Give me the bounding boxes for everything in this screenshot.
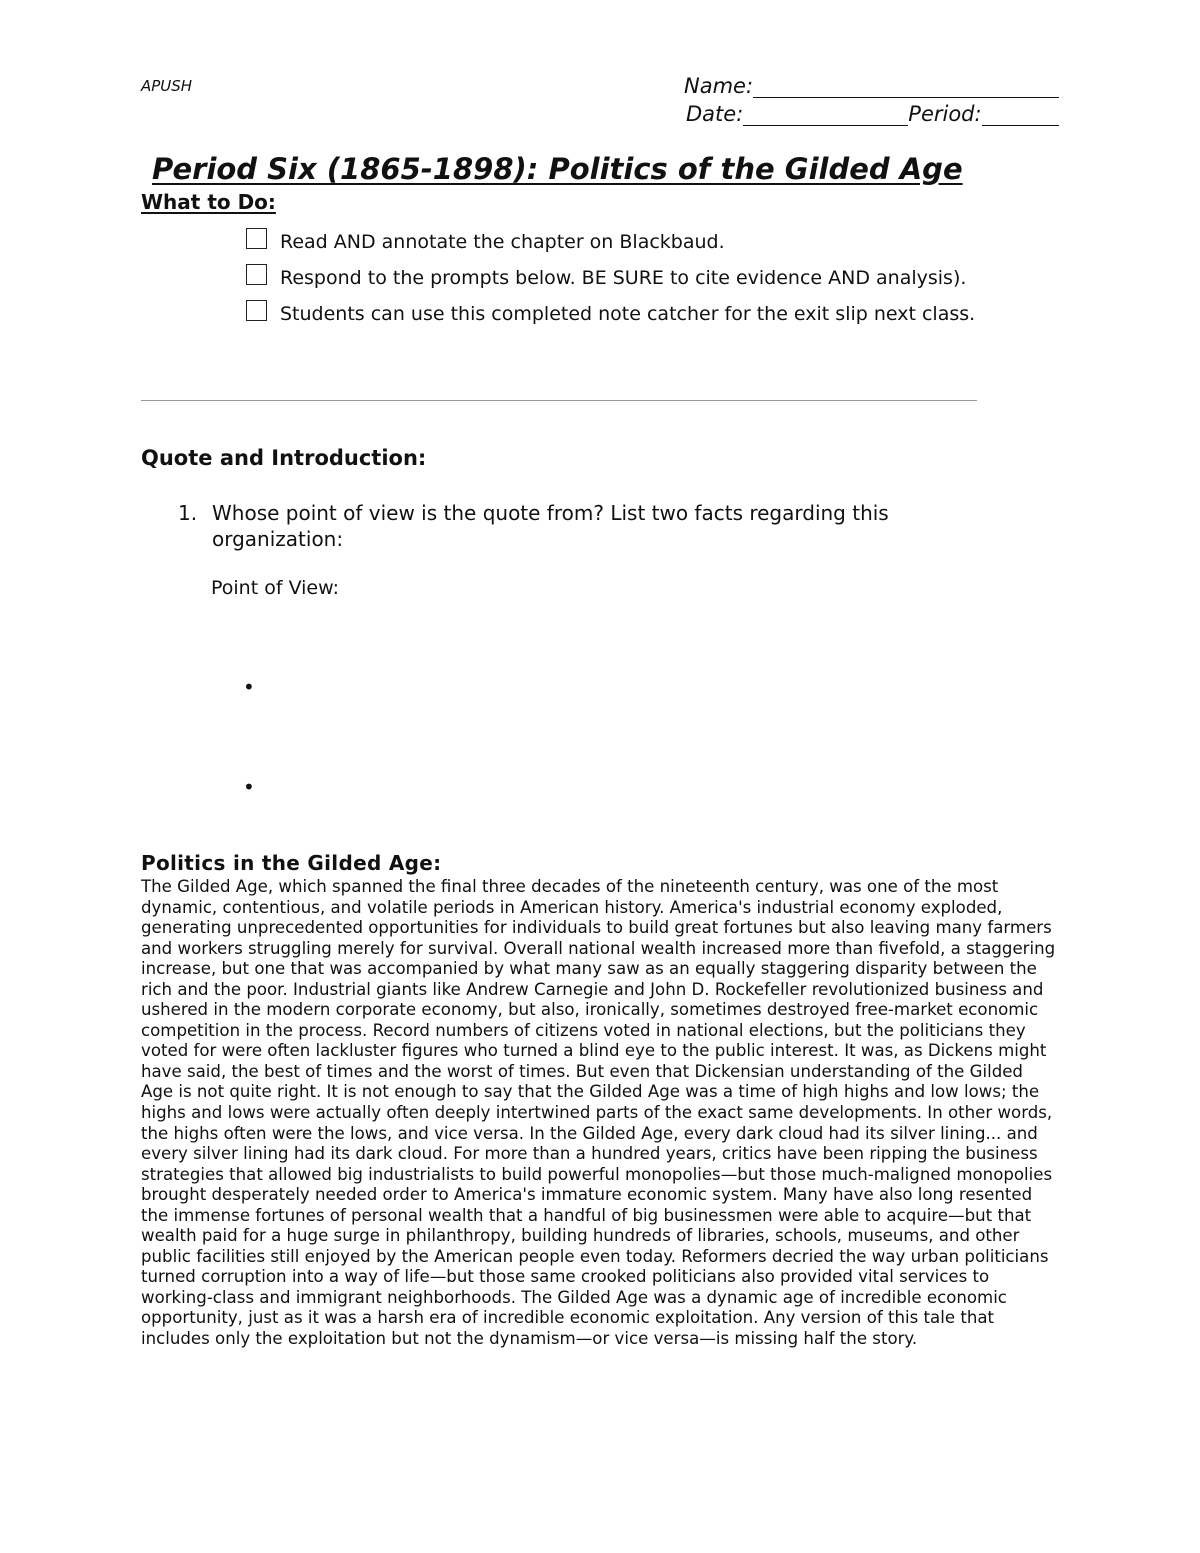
question-text: Whose point of view is the quote from? List two facts regarding this <box>212 501 889 525</box>
bullet-icon: • <box>243 775 255 799</box>
checklist-item <box>246 298 986 331</box>
name-label: Name: <box>684 74 754 98</box>
course-label: APUSH <box>141 77 193 95</box>
checkbox-icon[interactable] <box>246 264 267 285</box>
section-divider <box>141 400 977 401</box>
period-label: Period: <box>908 102 982 126</box>
checklist-item <box>246 262 986 295</box>
name-blank[interactable] <box>753 75 1059 98</box>
date-label: Date: <box>686 102 744 126</box>
checklist-item-text: Read AND annotate the chapter on Blackbaud. <box>280 231 725 253</box>
student-info-fields <box>684 70 1059 126</box>
checklist-item-text: Respond to the prompts below. BE SURE to cite evidence AND analysis). <box>280 267 967 289</box>
checkbox-icon[interactable] <box>246 228 267 249</box>
period-blank[interactable] <box>982 103 1059 126</box>
point-of-view-label: Point of View: <box>211 577 340 599</box>
question-number: 1. <box>178 501 198 525</box>
what-to-do-heading: What to Do: <box>141 190 276 214</box>
politics-heading: Politics in the Gilded Age: <box>141 851 442 875</box>
name-row <box>684 70 1059 98</box>
bullet-icon: • <box>243 675 255 699</box>
page-title: Period Six (1865-1898): Politics of the Gilded Age <box>152 152 963 186</box>
checkbox-icon[interactable] <box>246 300 267 321</box>
politics-body-text: The Gilded Age, which spanned the final three decades of the nineteenth century, was one of the most dynamic, contentious, and volatile periods in American history. America's industrial economy exploded, generating unprecedented opportunities for individuals to build great fortunes but also leaving many farmers and workers struggling merely for survival. Overall national wealth increased more than fivefold, a staggering increase, but one that was accompanied by what many saw as an equally staggering disparity between the rich and the poor. Industrial giants like Andrew Carnegie and John D. Rockefeller revolutionized business and ushered in the modern corporate economy, but also, ironically, sometimes destroyed free-market economic competition in the process. Record numbers of citizens voted in national elections, but the politicians they voted for were often lackluster figures who turned a blind eye to the public interest. It was, as Dickens might have said, the best of times and the worst of times. But even that Dickensian understanding of the Gilded Age is not quite right. It is not enough to say that the Gilded Age was a time of high highs and low lows; the highs and lows were actually often deeply intertwined parts of the exact same developments. In other words, the highs often were the lows, and vice versa. In the Gilded Age, every dark cloud had its silver lining... and every silver lining had its dark cloud. For more than a hundred years, critics have been ripping the business strategies that allowed big industrialists to build powerful monopolies—but those much-maligned monopolies brought desperately needed order to America's immature economic system. Many have also long resented the immense fortunes of personal wealth that a handful of big businessmen were able to acquire—but that wealth paid for a huge surge in philanthropy, building hundreds of libraries, schools, museums, and other public facilities still enjoyed by the American people even today. Reformers decried the way urban politicians turned corruption into a way of life—but those same crooked politicians also provided vital services to working-class and immigrant neighborhoods. The Gilded Age was a dynamic age of incredible economic opportunity, just as it was a harsh era of incredible economic exploitation. Any version of this tale that includes only the exploitation but not the dynamism—or vice versa—is missing half the story. <box>141 877 1056 1349</box>
date-period-row <box>684 98 1059 126</box>
date-blank[interactable] <box>743 103 908 126</box>
quote-intro-heading: Quote and Introduction: <box>141 446 427 470</box>
what-to-do-checklist <box>246 226 986 334</box>
checklist-item <box>246 226 986 259</box>
question-text-continued: organization: <box>212 527 344 551</box>
checklist-item-text: Students can use this completed note catcher for the exit slip next class. <box>280 303 976 325</box>
